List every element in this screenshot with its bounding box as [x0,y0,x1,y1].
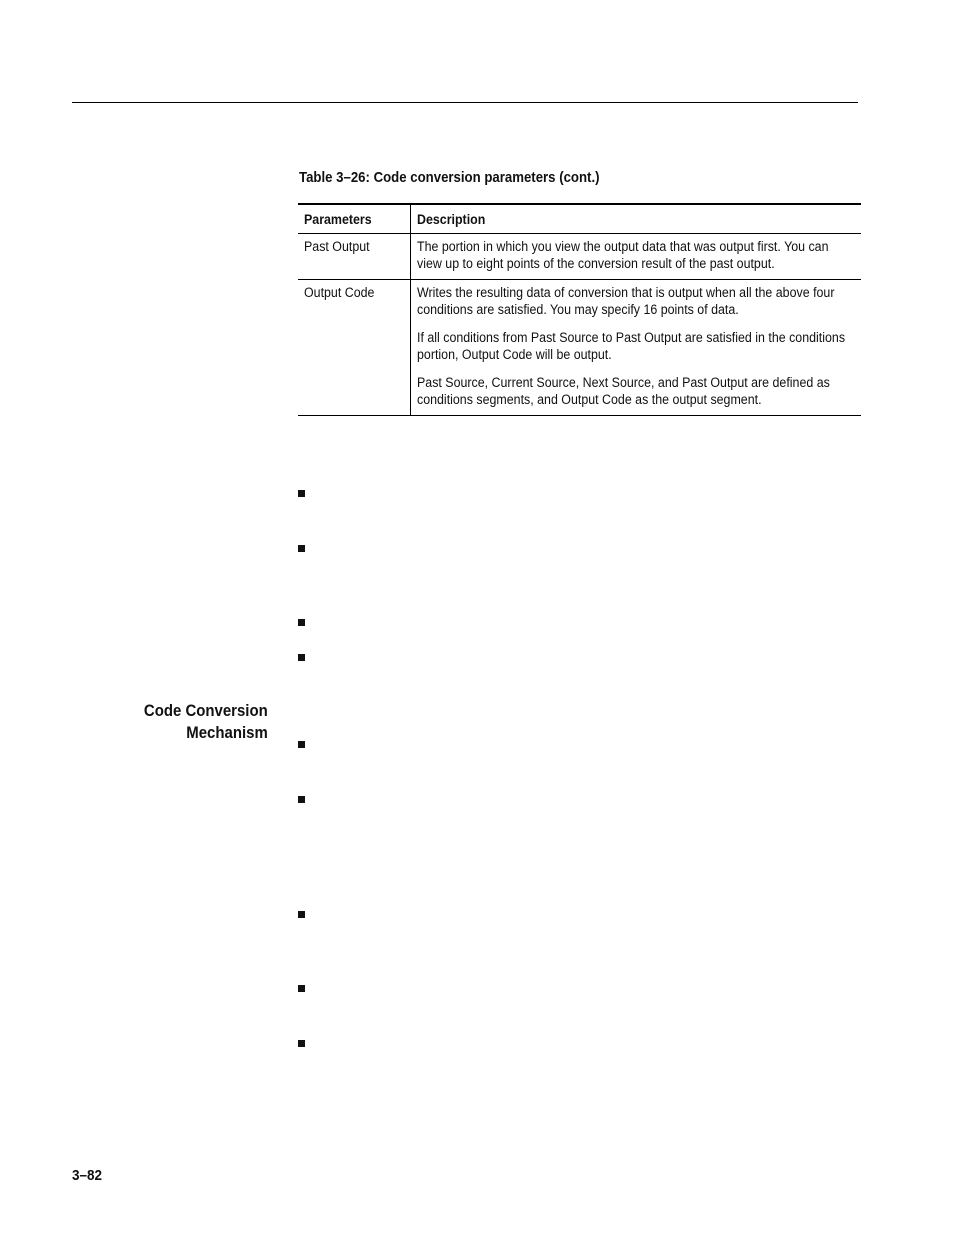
table-header-row [298,204,861,233]
column-header-parameters: Parameters [304,212,372,227]
description-cell [410,233,861,279]
table-row [298,279,861,415]
table-row [298,233,861,279]
header-rule [72,102,858,103]
bullet-icon [298,654,305,661]
bullet-icon [298,985,305,992]
bullet-icon [298,619,305,626]
bullet-icon [298,1040,305,1047]
bullet-icon [298,911,305,918]
section-heading-line1: Code Conversion [144,701,268,720]
section-heading-line2: Mechanism [186,723,268,742]
bullet-icon [298,490,305,497]
parameter-cell: Output Code [304,284,375,300]
bullet-icon [298,545,305,552]
description-paragraph: If all conditions from Past Source to Past Output are satisfied in the conditions portion, Output Code will be output. [416,329,845,362]
bullet-icon [298,741,305,748]
page-number: 3–82 [72,1167,103,1184]
column-header-description: Description [410,204,861,233]
code-conversion-parameters-table [298,203,861,416]
parameter-cell: Past Output [304,238,370,254]
description-cell [410,279,861,415]
table-caption: Table 3–26: Code conversion parameters (cont.) [299,169,600,186]
section-heading [144,700,268,744]
description-paragraph: Past Source, Current Source, Next Source, and Past Output are defined as conditions segments, and Output Code as the output segment. [416,374,830,407]
description-paragraph: The portion in which you view the output data that was output first. You can view up to eight points of the conversion result of the past output. [416,238,828,271]
description-paragraph: Writes the resulting data of conversion that is output when all the above four conditions are satisfied. You may specify 16 points of data. [416,284,834,317]
bullet-icon [298,796,305,803]
